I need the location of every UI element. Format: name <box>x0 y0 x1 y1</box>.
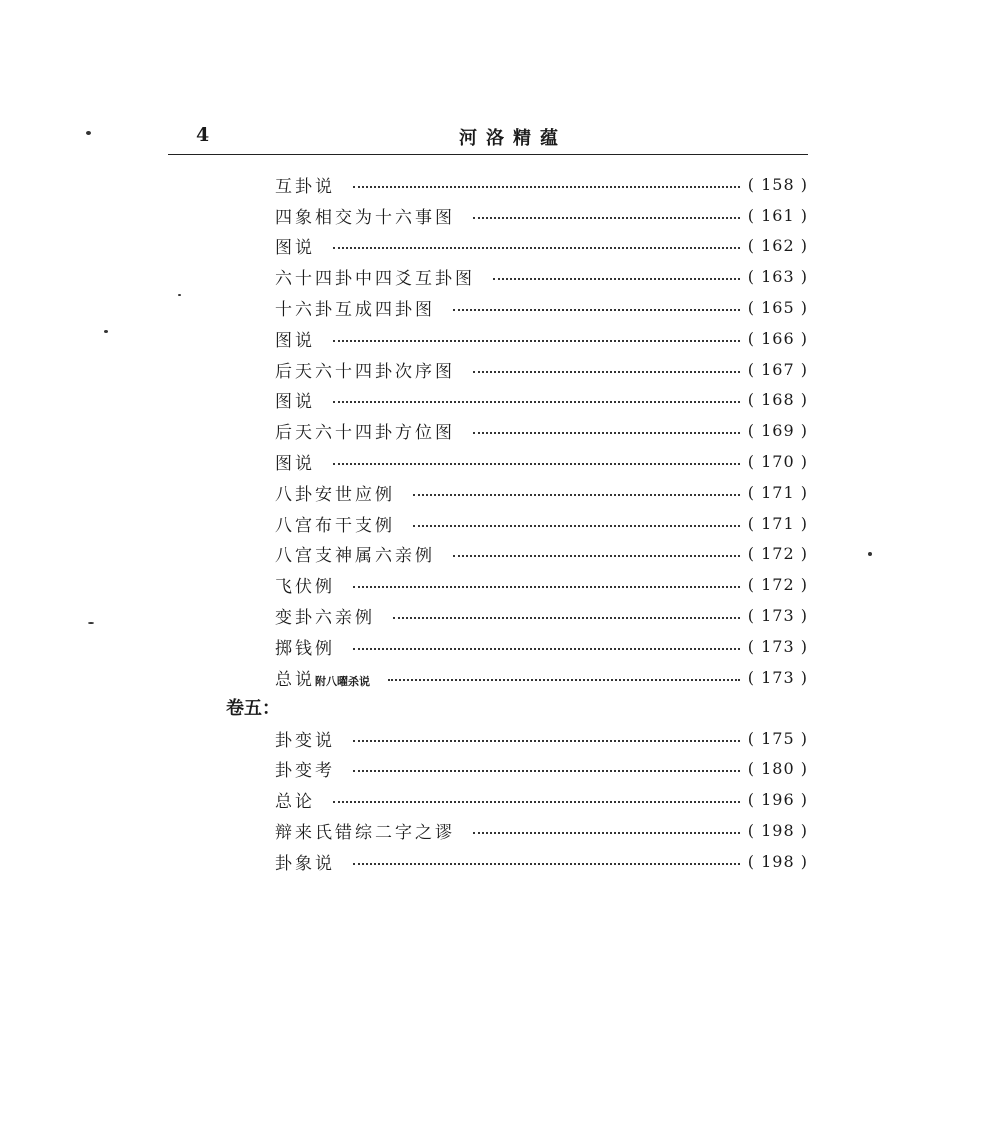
dot-leader <box>473 432 740 434</box>
toc-entry-page: ( 172 ) <box>747 543 808 563</box>
toc-entry <box>275 848 808 874</box>
toc-entry-title: 八卦安世应例 <box>275 484 395 505</box>
toc-entry <box>275 602 808 628</box>
toc-entry-title-main: 总说 <box>275 669 315 690</box>
dot-leader <box>333 463 740 465</box>
toc-entry <box>275 325 808 351</box>
scan-speck <box>868 552 872 556</box>
dot-leader <box>393 617 740 619</box>
dot-leader <box>333 801 740 803</box>
toc-entry-page: ( 171 ) <box>747 482 808 502</box>
toc-entry <box>275 294 808 320</box>
toc-entry-title: 总论 <box>275 791 315 812</box>
toc-entry-page: ( 173 ) <box>747 605 808 625</box>
toc-entry-title: 卦象说 <box>275 853 335 874</box>
toc-entry-page: ( 163 ) <box>747 266 808 286</box>
dot-leader <box>413 525 740 527</box>
dot-leader <box>353 586 740 588</box>
toc-entry-page: ( 168 ) <box>747 389 808 409</box>
dot-leader <box>333 340 740 342</box>
dot-leader <box>473 217 740 219</box>
toc-entry-page: ( 173 ) <box>747 636 808 656</box>
toc-entry-title: 互卦说 <box>275 176 335 197</box>
toc-entry-page: ( 165 ) <box>747 297 808 317</box>
toc-entry-page: ( 180 ) <box>747 758 808 778</box>
scan-speck <box>88 622 94 624</box>
toc-entry <box>275 664 808 690</box>
dot-leader <box>333 401 740 403</box>
dot-leader <box>493 278 740 280</box>
toc-entry-title: 飞伏例 <box>275 576 335 597</box>
toc-entry-title: 六十四卦中四爻互卦图 <box>275 268 475 289</box>
toc-entry <box>275 479 808 505</box>
toc-entry <box>275 386 808 412</box>
toc-entry-title: 后天六十四卦次序图 <box>275 361 455 382</box>
toc-entry <box>275 725 808 751</box>
dot-leader <box>353 770 740 772</box>
dot-leader <box>473 832 740 834</box>
toc-entry <box>275 786 808 812</box>
dot-leader <box>473 371 740 373</box>
toc-entry-title: 变卦六亲例 <box>275 607 375 628</box>
toc-entry-title: 掷钱例 <box>275 638 335 659</box>
toc-entry-title: 辩来氏错综二字之谬 <box>275 822 455 843</box>
toc-entry-title: 图说 <box>275 391 315 412</box>
toc-entry <box>275 817 808 843</box>
running-title: 河洛精蕴 <box>459 128 567 149</box>
dot-leader <box>353 740 740 742</box>
toc-entry <box>275 171 808 197</box>
toc-entry-title: 八宫支神属六亲例 <box>275 545 435 566</box>
toc-entry-title: 卦变说 <box>275 730 335 751</box>
dot-leader <box>333 247 740 249</box>
toc-entry <box>275 202 808 228</box>
toc-entry <box>275 356 808 382</box>
toc-entry-page: ( 171 ) <box>747 513 808 533</box>
toc-entry-page: ( 175 ) <box>747 728 808 748</box>
toc-entry-title: 十六卦互成四卦图 <box>275 299 435 320</box>
toc-entry-page: ( 169 ) <box>747 420 808 440</box>
toc-entry <box>275 232 808 258</box>
scan-speck <box>178 294 181 296</box>
toc-entry-page: ( 166 ) <box>747 328 808 348</box>
toc-entry-page: ( 172 ) <box>747 574 808 594</box>
dot-leader <box>413 494 740 496</box>
toc-entry <box>275 448 808 474</box>
page-header <box>168 120 808 155</box>
toc-entry-page: ( 167 ) <box>747 359 808 379</box>
toc-entry-page: ( 161 ) <box>747 205 808 225</box>
volume-heading: 卷五： <box>226 698 280 719</box>
toc-entry <box>275 263 808 289</box>
dot-leader <box>353 863 740 865</box>
toc-entry-page: ( 158 ) <box>747 174 808 194</box>
dot-leader <box>453 555 740 557</box>
toc-entry-title: 后天六十四卦方位图 <box>275 422 455 443</box>
dot-leader <box>388 679 740 681</box>
toc-entry-title: 图说 <box>275 330 315 351</box>
toc-entry-page: ( 198 ) <box>747 820 808 840</box>
toc-entry <box>275 633 808 659</box>
toc-entry-title: 八宫布干支例 <box>275 515 395 536</box>
toc-entry-page: ( 196 ) <box>747 789 808 809</box>
toc-entry-page: ( 162 ) <box>747 235 808 255</box>
toc-entry <box>275 571 808 597</box>
toc-entry <box>275 417 808 443</box>
toc-entry-page: ( 198 ) <box>747 851 808 871</box>
toc-entry <box>275 755 808 781</box>
toc-entry <box>275 510 808 536</box>
scan-speck <box>104 330 108 333</box>
dot-leader <box>353 186 740 188</box>
toc-entry <box>275 540 808 566</box>
page-number: 4 <box>196 124 210 146</box>
toc-entry-title: 图说 <box>275 237 315 258</box>
toc-entry-page: ( 170 ) <box>747 451 808 471</box>
toc-entry-title: 卦变考 <box>275 760 335 781</box>
dot-leader <box>353 648 740 650</box>
toc-entry-title: 图说 <box>275 453 315 474</box>
toc-entry-note: 附八曜杀说 <box>315 674 370 688</box>
toc-entry-page: ( 173 ) <box>747 667 808 687</box>
toc-entry-title: 四象相交为十六事图 <box>275 207 455 228</box>
scan-speck <box>86 131 91 135</box>
dot-leader <box>453 309 740 311</box>
toc-entry-title <box>275 665 370 690</box>
